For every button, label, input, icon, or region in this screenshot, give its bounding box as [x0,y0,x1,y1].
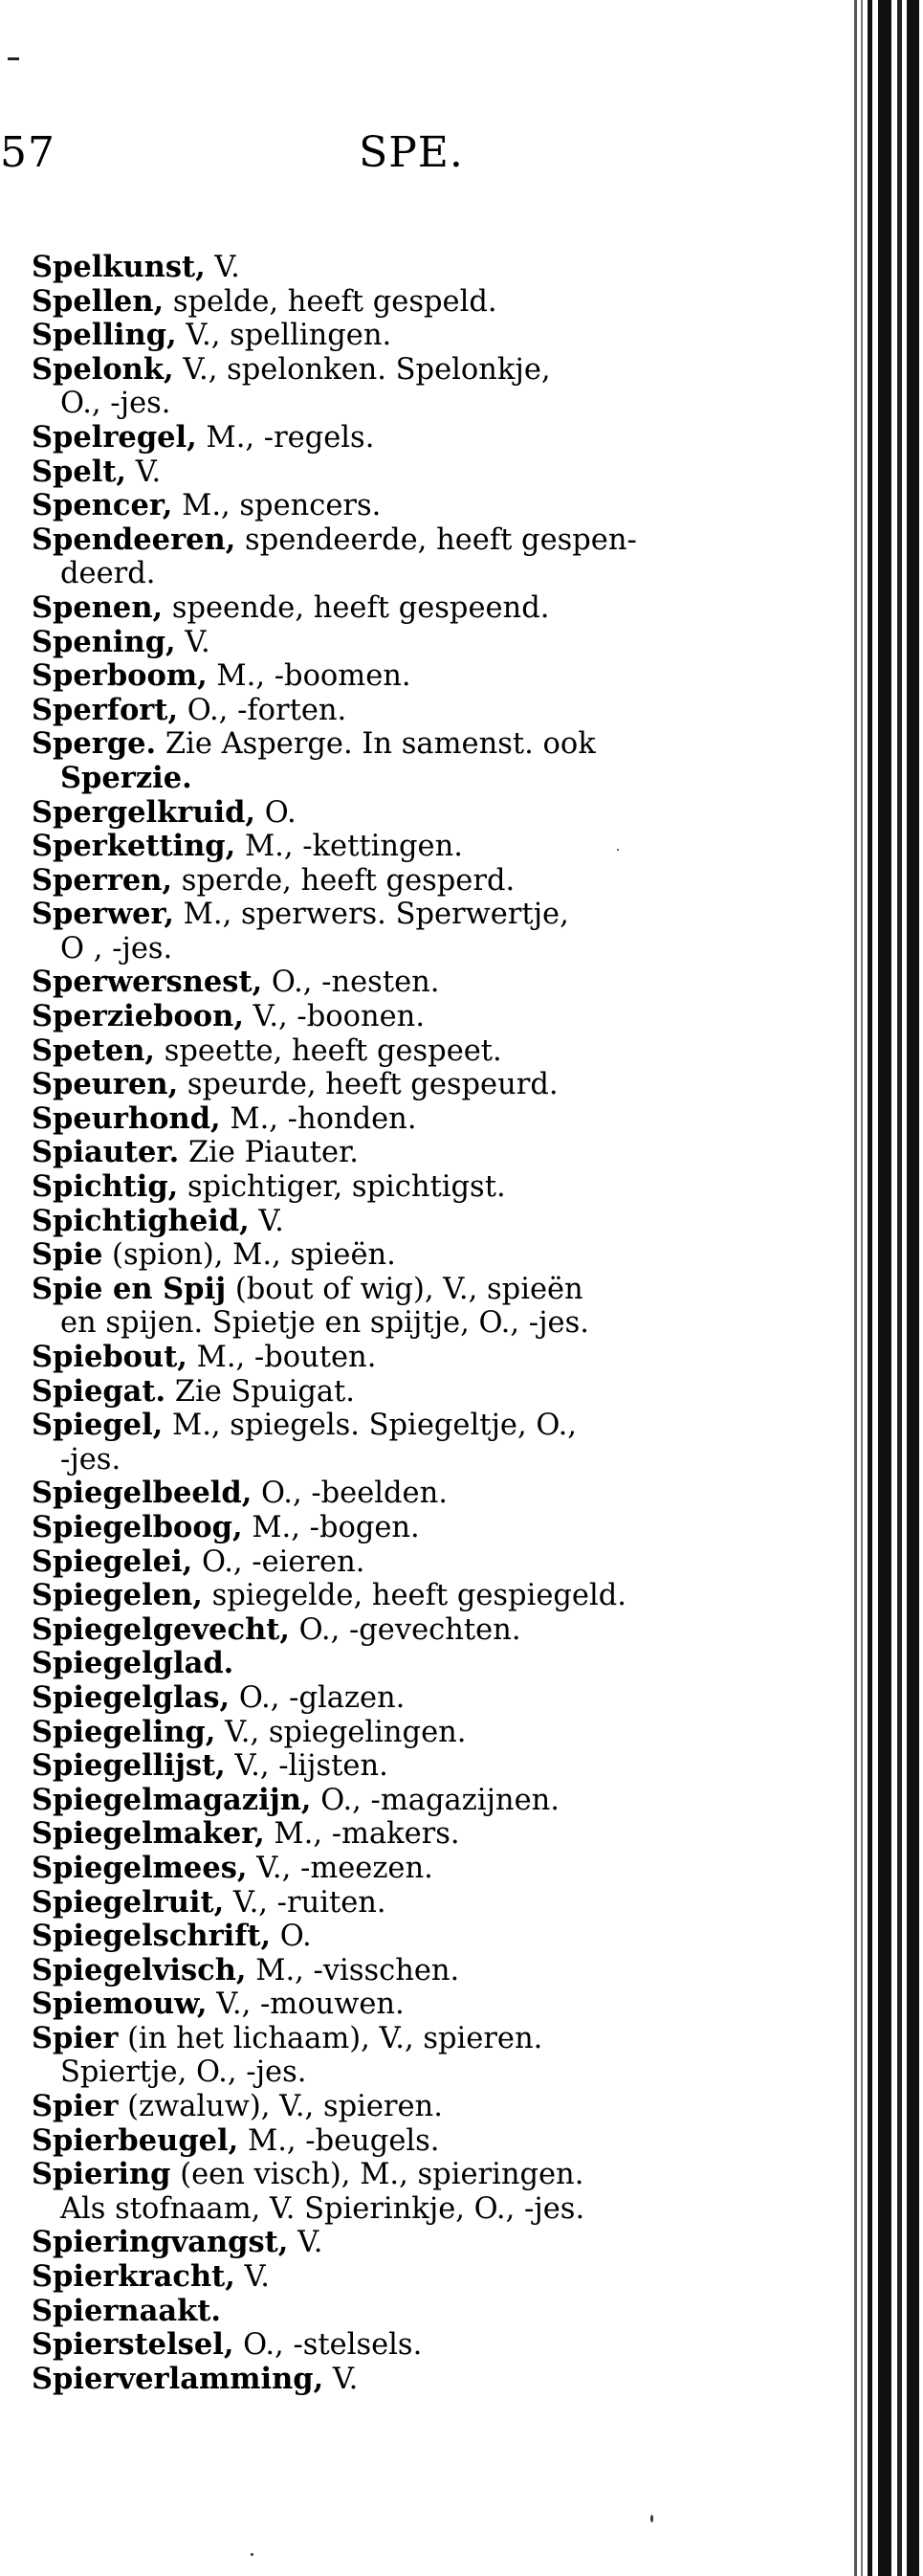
entry-definition: V., -meezen. [247,1851,433,1885]
entry-headword: Spergelkruid, [32,794,256,830]
entry-headword: Spiegelen, [32,1578,203,1613]
entry-definition: (zwaluw), V., spieren. [118,2090,443,2124]
entry-definition: O., -forten. [178,693,347,727]
entry-definition: (een visch), M., spieringen. [170,2158,584,2192]
dictionary-entry [32,1068,711,1102]
entry-continuation: -jes. [60,1442,121,1477]
entry-headword: Spenen, [32,589,164,625]
entry-definition: O., -beelden. [252,1477,448,1511]
dictionary-entry [32,1238,711,1273]
entry-definition: spendeerde, heeft gespen- [235,522,637,557]
dictionary-entry [32,2226,711,2260]
ink-speck [617,849,619,851]
entry-headword: Spiauter. [32,1135,180,1170]
entry-continuation: deerd. [60,557,156,591]
entry-continuation: en spijen. Spietje en spijtje, O., -jes. [60,1306,589,1341]
dictionary-entry [32,1886,711,1921]
dictionary-entry [32,1852,711,1886]
entry-continuation: Sperzie. [60,760,192,795]
entry-headword: Spelt, [32,454,127,489]
entry-headword: Sperfort, [32,692,179,727]
entry-headword: Spieringvangst, [32,2225,289,2260]
dictionary-entry [32,2295,711,2329]
entry-definition: O., -magazijnen. [311,1783,560,1817]
entry-definition: spiegelde, heeft gespiegeld. [202,1579,626,1613]
dictionary-entry [32,1647,711,1681]
dictionary-entry [32,1341,711,1375]
entry-headword: Spie en Spij [32,1271,227,1306]
entry-definition: (bout of wig), V., spieën [226,1272,583,1306]
binding-edge [897,0,902,2576]
entry-definition: M., -visschen. [246,1953,460,1988]
entry-definition: M., -bouten. [187,1341,377,1374]
dictionary-entry [32,1136,711,1170]
margin-mark [8,57,19,60]
dictionary-entry [32,489,711,523]
binding-edge [861,0,863,2576]
entry-headword: Spiegelboog, [32,1509,243,1544]
entry-definition: M., -makers. [264,1817,460,1852]
dictionary-entry [32,1273,711,1341]
dictionary-entry [32,1409,711,1477]
dictionary-entry [32,864,711,899]
entry-definition: O., -glazen. [230,1680,406,1715]
dictionary-entry [32,966,711,1000]
entry-continuation: O., -jes. [60,387,171,421]
entry-definition: O., -gevechten. [289,1612,521,1647]
entry-definition: V. [126,455,162,489]
entry-headword: Spelregel, [32,419,197,455]
dictionary-entry [32,2260,711,2295]
entry-definition: speette, heeft gespeet. [155,1033,502,1068]
entry-headword: Spiegelmagazijn, [32,1782,312,1817]
dictionary-entry [32,1920,711,1954]
dictionary-entry [32,1681,711,1716]
entry-headword: Spendeeren, [32,522,236,557]
entry-headword: Sperketting, [32,829,236,864]
entry-definition: M., -beugels. [238,2123,440,2158]
page-number: 57 [0,128,55,177]
dictionary-entry [32,659,711,694]
entry-headword: Sperwersnest, [32,965,263,1000]
dictionary-entry [32,1170,711,1205]
dictionary-entry [32,319,711,353]
entry-definition: V. [175,625,210,659]
page-header: SPE. [359,128,464,177]
dictionary-entry [32,796,711,831]
entry-headword: Spie [32,1237,103,1273]
entry-headword: Spiegelmees, [32,1850,248,1885]
dictionary-entry [32,1784,711,1818]
entry-headword: Sperboom, [32,658,208,694]
entry-definition: V. [205,251,240,284]
dictionary-entry [32,2363,711,2397]
dictionary-entry [32,2158,711,2226]
entry-definition: V. [234,2260,270,2295]
dictionary-entry [32,1034,711,1069]
entry-headword: Sperren, [32,862,173,898]
entry-definition: Zie Asperge. In samenst. ook [156,727,596,762]
dictionary-entry [32,2022,711,2090]
entry-headword: Spiegat. [32,1373,166,1409]
entry-definition: speende, heeft gespeend. [163,590,550,625]
dictionary-entry [32,2090,711,2124]
entry-headword: Spichtigheid, [32,1203,250,1238]
entry-definition: Zie Spuigat. [165,1374,356,1409]
entry-definition: V., spiegelingen. [215,1715,467,1749]
dictionary-entry [32,2328,711,2363]
dictionary-entry [32,1511,711,1545]
entry-definition: V., spelonken. Spelonkje, [173,352,551,387]
ink-speck [650,2515,653,2522]
entry-definition: M., -honden. [220,1101,417,1136]
dictionary-entry [32,285,711,320]
entry-headword: Spierkracht, [32,2259,235,2295]
dictionary-entry [32,626,711,660]
entry-definition: V., -boonen. [243,1000,426,1034]
entry-definition: M., spencers. [172,489,382,523]
entry-definition: sperde, heeft gesperd. [172,863,516,898]
entry-headword: Speuren, [32,1067,179,1102]
entry-headword: Spelling, [32,318,177,353]
entry-headword: Spiebout, [32,1340,187,1374]
entry-headword: Spier [32,2020,119,2055]
entry-definition: O., -eieren. [192,1544,365,1579]
entry-continuation: Spiertje, O., -jes. [60,2055,307,2090]
entry-headword: Spiegelschrift, [32,1919,272,1954]
entry-headword: Spichtig, [32,1169,179,1205]
dictionary-entry [32,1954,711,1988]
entry-definition: speurde, heeft gespeurd. [178,1068,559,1102]
dictionary-entry [32,1613,711,1648]
entry-headword: Spierverlamming, [32,2361,324,2396]
entry-continuation: Als stofnaam, V. Spierinkje, O., -jes. [60,2191,585,2226]
entry-headword: Spiernaakt. [32,2293,221,2328]
entry-definition: (in het lichaam), V., spieren. [118,2021,543,2055]
dictionary-entry [32,251,711,285]
dictionary-entry [32,1749,711,1784]
dictionary-entry [32,523,711,591]
entry-definition: V. [288,2226,323,2260]
entry-definition: O., -nesten. [262,966,440,1000]
entry-definition: M., -kettingen. [235,830,463,864]
entry-definition: V., spellingen. [176,319,392,353]
dictionary-entry [32,830,711,864]
entry-headword: Sperwer, [32,897,174,932]
dictionary-entry [32,1000,711,1034]
entry-definition: V., -mouwen. [207,1988,405,2022]
dictionary-entry [32,421,711,455]
dictionary-entry [32,727,711,795]
dictionary-entry [32,591,711,626]
binding-edge [854,0,857,2576]
entry-headword: Spiegelei, [32,1543,193,1579]
entry-headword: Sperzieboon, [32,999,244,1034]
entry-headword: Speurhond, [32,1100,221,1136]
entry-definition: spichtiger, spichtigst. [178,1170,506,1205]
entry-definition: V., -lijsten. [225,1749,388,1784]
entry-headword: Spiegelgevecht, [32,1611,290,1647]
entry-headword: Spiegelglas, [32,1679,231,1715]
entry-definition: M., sperwers. Sperwertje, [173,898,569,932]
binding-edge [878,0,891,2576]
dictionary-entry [32,1375,711,1410]
dictionary-entry [32,1817,711,1852]
entry-headword: Spelonk, [32,351,174,387]
entry-headword: Sperge. [32,726,157,762]
entry-headword: Spiering [32,2157,171,2192]
dictionary-entry [32,898,711,966]
entry-headword: Spelkunst, [32,250,206,284]
entry-definition: M., spiegels. Spiegeltje, O., [163,1409,577,1443]
dictionary-entry [32,1545,711,1580]
dictionary-entry [32,1988,711,2022]
dictionary-entry [32,1102,711,1137]
dictionary-entry [32,694,711,728]
entry-definition: O., -stelsels. [233,2328,423,2363]
entry-headword: Spiegellijst, [32,1748,226,1784]
entry-headword: Spiegel, [32,1408,164,1443]
entry-headword: Spier [32,2089,119,2124]
entry-definition: spelde, heeft gespeld. [164,284,497,319]
dictionary-entry [32,1477,711,1511]
dictionary-entry [32,1205,711,1239]
entry-definition: V. [323,2362,359,2396]
entry-headword: Spellen, [32,283,165,319]
entry-headword: Spierstelsel, [32,2327,234,2363]
entry-headword: Spierbeugel, [32,2122,239,2158]
entry-definition: M., -regels. [196,420,375,455]
entry-headword: Spencer, [32,488,173,523]
entry-definition: M., -boomen. [207,659,411,694]
ink-speck [251,2553,253,2556]
entry-headword: Spiegelmaker, [32,1816,265,1852]
entry-headword: Spiegelvisch, [32,1952,247,1988]
binding-edge [907,0,919,2576]
entry-definition: Zie Piauter. [179,1136,359,1170]
dictionary-entry [32,1579,711,1613]
entry-continuation: O , -jes. [60,931,173,966]
entry-headword: Spiegelglad. [32,1646,234,1681]
dictionary-entry [32,353,711,421]
entry-headword: Spening, [32,624,176,659]
entry-definition: V. [249,1204,284,1238]
entry-headword: Speten, [32,1033,156,1068]
dictionary-entries [32,251,711,2396]
binding-edge [868,0,872,2576]
entry-definition: (spion), M., spieën. [102,1238,396,1273]
entry-headword: Spiegeling, [32,1714,216,1749]
dictionary-entry [32,1716,711,1750]
entry-definition: M., -bogen. [242,1510,420,1544]
dictionary-entry [32,2124,711,2159]
entry-headword: Spiegelbeeld, [32,1476,253,1511]
entry-definition: O. [255,795,297,830]
entry-headword: Spiemouw, [32,1987,208,2022]
dictionary-entry [32,455,711,490]
entry-definition: O. [271,1920,312,1954]
entry-headword: Spiegelruit, [32,1884,225,1920]
entry-definition: V., -ruiten. [224,1885,386,1920]
